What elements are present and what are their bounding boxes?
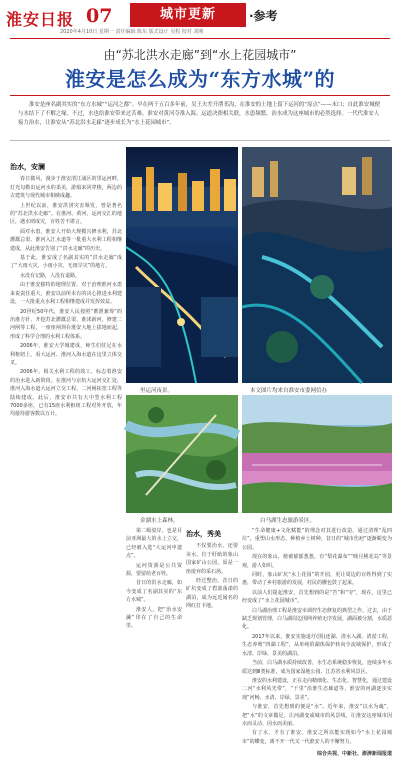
section-subtitle: ·参考 xyxy=(249,9,278,23)
paragraph: 水没有记路，人没有退路。 xyxy=(20,272,81,279)
paragraph: 同时，象山矿坑“水上花园”的开园，更让周边的百姓得到了实惠，带动了乡村旅游的发展，村民的腰包鼓了起来。 xyxy=(242,572,392,587)
paragraph: 当前，白马湖水质持续改善，水生态系统稳步恢复，连续多年水质达到Ⅲ类标准，成为国家湿地公园、江苏省水利风景区。 xyxy=(242,660,393,675)
lake-scenic-illustration xyxy=(242,395,392,513)
section-subhead: 治水，安澜 xyxy=(10,163,45,171)
byline: 综合央视、中新社、澎湃新闻报道 xyxy=(316,751,392,758)
paragraph: 2006年，淮安大学城建成，师生们驻足在水利枢纽上，看大运河、淮河入海水道在这里立体交叉。 xyxy=(10,343,122,366)
paragraph: “生命健康+文化赋能”的理念对其进行改造。通过清理“乱四垃”，重塑山水形态，种植乡土树种，昔日的“城市伤疤”逐渐蜕变为公园。 xyxy=(242,528,392,551)
main-photo-caption: 里运河夜景。 xyxy=(140,388,174,394)
right-column xyxy=(242,527,393,758)
masthead-rule xyxy=(10,38,390,39)
page-number: 07 xyxy=(86,5,113,27)
paragraph: 面对水患，淮安人开始大规模兴修水利，苏北灌溉总渠、淮河入江水道等一批重大水利工程相继建成，从此淮安告别了“洪水走廊”的历史。 xyxy=(10,228,122,252)
masthead xyxy=(0,0,400,38)
canal-night-illustration xyxy=(126,147,238,383)
section-subhead: 治水，秀美 xyxy=(186,530,221,538)
bottom-column-a xyxy=(126,527,182,630)
paragraph: 上世纪以前，淮安洪涝灾害频发，曾是著名的“苏北洪水走廊”。在淮河、黄河、运河交汇的地区，遇水则成灾，百姓苦不堪言。 xyxy=(10,202,122,226)
paragraph: 不仅要治水，还要美水。位于盱眙的象山国家矿山公园，原是一座废弃的采石场。 xyxy=(186,543,238,575)
paragraph: 20世纪50年代，淮安人民按照“蓄泄兼筹”的治淮方针，开挖苏北灌溉总渠、淮沭新河，修建二河闸等工程，一座座闸坝在淮安大地上拔地而起，形成了科学合理的水利工程体系。 xyxy=(10,308,122,340)
paragraph: 白马湖治理工程是淮安市调控生态修复的典型之作。过去，由于缺乏规划管理，白马湖周边围网养殖无序发展，湖面被分割，水质恶化。 xyxy=(242,607,393,631)
paragraph: 与淮安，首先想到的便是“水”。近年来，淮安“以水为魂”，把“水”的文章做足，让河湖变成城市的风景线，让淮安这座城市因水而灵动、因水而美丽。 xyxy=(242,704,392,727)
paragraph: 运河资源是公共资源，要留给老百姓。 xyxy=(126,562,182,578)
newspaper-logo: 淮安日报 xyxy=(6,10,75,29)
paragraph: 基于此，淮安成了名副其实的“洪水走廊”成了“大雨大灾、小雨小灾、无雨旱灾”的地方。 xyxy=(10,255,122,270)
paragraph: 春日微风，漫步于淮安清江浦区的里运河畔，灯光勾勒出运河水的柔美，游船来回穿梭，两边的古建筑与现代城市相映成趣。 xyxy=(10,176,122,200)
paragraph: 现在的象山，植被郁郁葱葱，有“梨花瀑布”“映月桃花岛”等景观，游人如织。 xyxy=(242,554,392,569)
paragraph: 有了水，才有了淮安。淮安之所以能实现如今“水上花园城市”的蝶变，离不开一代又一代淮安人的不懈努力。 xyxy=(242,730,392,745)
photo-aerial xyxy=(242,147,392,383)
paragraph: 第二级驳岸，也是目前亚洲最大的水上立交，已经被入选“大运河申遗点”。 xyxy=(126,528,182,560)
photo-water-forest xyxy=(126,395,238,513)
paragraph: 以前人们提起淮安，首先想到的是“苦”和“穷”，现在，这里已经变成了“水上花园城市”。 xyxy=(242,589,392,605)
aerial-photo-caption: 本文图片均来自淮安市委网信办 xyxy=(250,388,328,394)
paragraph: 由于淮安独特的地理位置，对于治理淮河水患来说责任重大，淮安以前所未有的决心推进水利建设，一大批重点水利工程相继建成并发挥效益。 xyxy=(10,282,122,306)
lead-rule xyxy=(10,140,390,141)
paragraph: 昔日的洪水走廊，如今变成了名副其实的“东方水城”。 xyxy=(126,580,182,604)
aerial-illustration xyxy=(242,147,392,383)
headline: 淮安是怎么成为“东方水城”的 xyxy=(64,67,335,91)
paragraph: 2006年，相关水利工程的竣工，标志着淮安的治水进入新阶段。在淮河与京杭大运河交汇处，淮河入海水道大运河立交工程、二河闸拓宽工程等陆续建成。此后，淮安市共有大中型水利工程7000多座，已有15座水利枢纽工程对外开放，年均接待游客数以万计。 xyxy=(10,369,122,418)
lake-photo-caption: 白马湖生态旅游景区。 xyxy=(260,518,316,524)
issue-meta: 2020年4月10日 星期一 责任编辑 陈东 版式设计 吴程 校对 刘刚 xyxy=(60,29,204,35)
lead-paragraph: 淮安是座名副其实的“东方水城”“运河之都”。早在两千五百多年前，吴王夫差开凿邗沟，在淮安的土地上留下运河的“原点”——末口；自此淮安城便与水结下了不解之缘。不过，水也给淮安带来过苦难。淮安对黄河夺淮入海、运道决溃相关联，水患频繁，治水成为这座城市的必然选择。一代代淮安人接力治水，让淮安从“苏北洪水走廊”逐步成长为“水上花园城市”。 xyxy=(18,102,380,126)
kicker: 由“苏北洪水走廊”到“水上花园城市” xyxy=(103,48,297,62)
section-title: 城市更新 xyxy=(130,3,246,27)
water-forest-illustration xyxy=(126,395,238,513)
paragraph: 经过整治，昔日的矿坑变成了碧波荡漾的湖泊，成为远近闻名的网红打卡地。 xyxy=(186,578,238,610)
photo-canal-night xyxy=(126,147,238,383)
forest-photo-caption: 金湖水上森林。 xyxy=(140,518,179,524)
left-column xyxy=(10,160,122,616)
paragraph: 2017年以来，淮安实施退圩(围)还湖、清水入湖、清淤工程，生态养殖“四湖工程”，从单纯的湖体保护转向全流域保护，形成了水清、岸绿、景美的湖泊。 xyxy=(242,633,392,657)
photo-lake-scenic xyxy=(242,395,392,513)
paragraph: 淮安的水利建设，正在走向精细化、生态化、智慧化，通过建设二河“水利风光带”，“千里”沿淮生态廊道等，淮安的河湖逐步实现“河畅、水清、岸绿、景美”。 xyxy=(242,677,393,701)
paragraph: 淮安人，把“治水安澜”印在了自己的生命里。 xyxy=(126,606,182,630)
bottom-column-b xyxy=(186,527,238,619)
headline-rule xyxy=(10,95,390,96)
